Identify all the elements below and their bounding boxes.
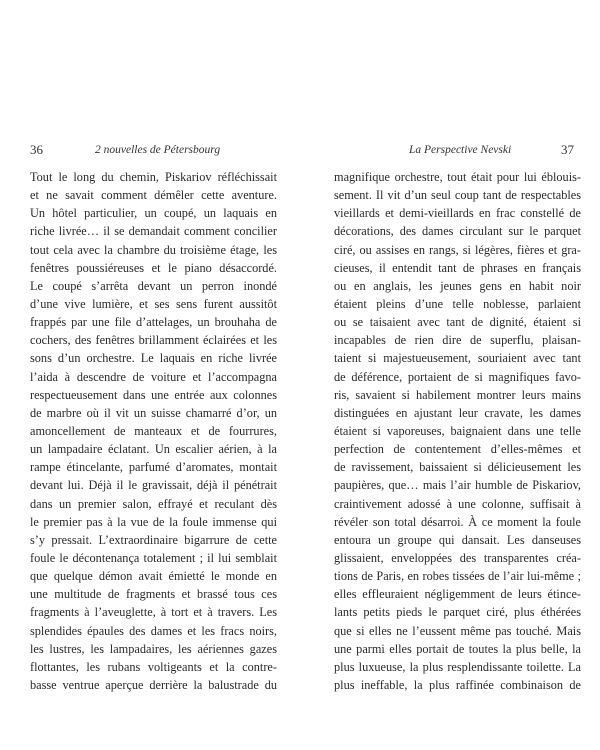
page-number: 36 <box>30 142 43 157</box>
text-line: entoura un groupe qui dansait. Les danseuses <box>334 532 581 547</box>
text-line: flottantes, les rubans voltigeants et la contre- <box>30 659 277 674</box>
text-line: rampe étincelante, parfumé d’aromates, montait <box>30 460 277 475</box>
text-line: décorations, des dames circulant sur le parquet <box>334 224 581 239</box>
text-line: sement. Il vit d’un seul coup tant de respectables <box>334 188 581 203</box>
text-line: splendides épaules des dames et les fracs noirs, <box>30 623 277 638</box>
text-line: fragments à l’aveuglette, à tort et à travers. Les <box>30 605 277 620</box>
text-line: craintivement adossé à une colonne, suffisait à <box>334 496 581 511</box>
text-line: perfection de contentement d’elles-mêmes et <box>334 442 581 457</box>
text-line: de marbre où il vit un suisse chamarré d’or, un <box>30 405 277 420</box>
text-line: Un hôtel particulier, un coupé, un laquais en <box>30 206 277 221</box>
text-line: basse ventrue aperçue derrière la balustrade du <box>30 677 277 692</box>
text-line: et ne savait comment démêler cette aventure. <box>30 188 277 203</box>
text-line: une parmi elles portait de toutes la plus belle, la <box>334 641 581 656</box>
text-line: vieillards et demi-vieillards en frac constellé de <box>334 206 581 221</box>
text-line: étaient si vaporeuses, baignaient dans une telle <box>334 423 581 438</box>
text-line: frappés par une file d’attelages, un brouhaha de <box>30 315 277 330</box>
text-line: que si elles ne l’eussent même pas touché. Mais <box>334 623 581 638</box>
text-line: s’y pressait. L’extraordinaire bigarrure de cette <box>30 532 277 547</box>
text-line: paupières, que… mais l’air humble de Piskariov, <box>334 478 581 493</box>
text-line: un lampadaire éclatant. Un escalier aérien, à la <box>30 442 277 457</box>
text-line: respectueusement dans une entrée aux colonnes <box>30 387 277 402</box>
text-line: ris, savaient si habilement montrer leurs mains <box>334 387 581 402</box>
text-line: fenêtres poussiéreuses et le piano désaccordé. <box>30 260 277 275</box>
text-line: lants petits pieds le parquet ciré, plus éthérées <box>334 605 581 620</box>
text-line: que quelque démon avait émietté le monde en <box>30 569 277 584</box>
text-line: glissaient, enveloppées des transparentes créa- <box>334 550 581 565</box>
text-line: de déférence, portaient de si magnifiques favo- <box>334 369 581 384</box>
body-text <box>334 168 581 694</box>
text-line: Le coupé s’arrêta devant un perron inondé <box>30 278 277 293</box>
text-line: le premier pas à la vue de la foule immense qui <box>30 514 277 529</box>
text-line: cieuses, il entendit tant de phrases en français <box>334 260 581 275</box>
text-line: cochers, des fenêtres brillamment éclairées et les <box>30 333 277 348</box>
text-line: taient si majestueusement, souriaient avec tant <box>334 351 581 366</box>
running-head: La Perspective Nevski <box>409 144 512 156</box>
text-line: ou en anglais, les jeunes gens en habit noir <box>334 278 581 293</box>
text-line: les lustres, les lampadaires, les aériennes gazes <box>30 641 277 656</box>
text-line: magnifique orchestre, tout était pour lui éblouis- <box>334 170 581 184</box>
text-line: une multitude de fragments et brassé tous ces <box>30 587 277 602</box>
right-page <box>300 0 600 750</box>
text-line: ou se taisaient avec tant de dignité, étaient si <box>334 315 581 330</box>
running-head: 2 nouvelles de Pétersbourg <box>95 144 221 156</box>
text-line: devant lui. Déjà il le gravissait, déjà il pénétrait <box>30 478 277 493</box>
text-line: Tout le long du chemin, Piskariov réfléchissait <box>30 170 277 184</box>
text-line: foule le décontenança totalement ; il lui semblait <box>30 550 277 565</box>
text-line: d’une vive lumière, et ses sens furent aussitôt <box>30 296 277 311</box>
page-number: 37 <box>561 142 574 157</box>
text-line: distinguées en ajustant leur cravate, les dames <box>334 405 581 420</box>
text-line: dans un premier salon, effrayé et reculant dès <box>30 496 277 511</box>
text-line: l’aida à descendre de voiture et l’accompagna <box>30 369 277 384</box>
body-text <box>30 168 277 694</box>
text-line: plus ineffable, la plus raffinée combinaison de <box>334 677 581 692</box>
text-line: de ravissement, baissaient si délicieusement les <box>334 460 581 475</box>
text-line: révéler son total désarroi. À ce moment la foule <box>334 514 581 529</box>
text-line: riche livrée… il se demandait comment concilier <box>30 224 277 239</box>
text-line: ciré, ou assises en rangs, si légères, fières et gra- <box>334 242 581 257</box>
text-line: tions de Paris, en robes tissées de l’air lui-même ; <box>334 569 581 584</box>
text-line: sons d’un orchestre. Le laquais en riche livrée <box>30 351 277 366</box>
text-line: elles effleuraient négligemment de leurs étince- <box>334 587 581 602</box>
text-line: tout cela avec la chambre du troisième étage, les <box>30 242 277 257</box>
text-line: étaient pleins d’une telle noblesse, parlaient <box>334 296 581 311</box>
text-line: amoncellement de manteaux et de fourrures, <box>30 423 277 438</box>
text-line: plus luxueuse, la plus resplendissante toilette. La <box>334 659 581 674</box>
text-line: incapables de rien dire de superflu, plaisan- <box>334 333 581 348</box>
